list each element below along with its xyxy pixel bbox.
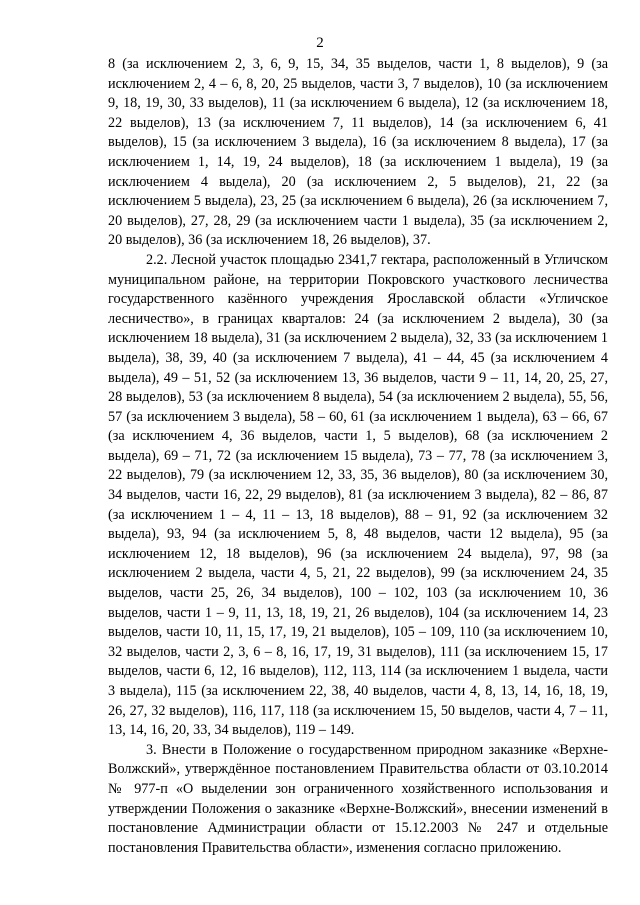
page-number: 2 (316, 35, 324, 51)
paragraph-2-2: 2.2. Лесной участок площадью 2341,7 гектара, расположенный в Угличском муниципальном районе, на территории Покровского участкового лесничества государственного казённого учреждения Ярославской области «Угличское лесничество», в границах кварталов: 24 (за исключением 2 выдела), 30 (за исключением 18 выдела), 31 (за исключением 2 выдела), 32, 33 (за исключением 1 выдела), 38, 39, 40 (за исключением 7 выдела), 41 – 44, 45 (за исключением 4 выдела), 49 – 51, 52 (за исключением 13, 36 выделов, части 9 – 11, 14, 20, 25, 27, 28 выделов), 53 (за исключением 8 выдела), 54 (за исключением 2 выдела), 55, 56, 57 (за исключением 3 выдела), 58 – 60, 61 (за исключением 1 выдела), 63 – 66, 67 (за исключением 4, 36 выделов, части 1, 5 выделов), 68 (за исключением 2 выдела), 69 – 71, 72 (за исключением 15 выдела), 73 – 77, 78 (за исключением 3, 22 выделов), 79 (за исключением 12, 33, 35, 36 выделов), 80 (за исключением 30, 34 выделов, части 16, 22, 29 выделов), 81 (за исключением 3 выдела), 82 – 86, 87 (за исключением 1 – 4, 11 – 13, 18 выделов), 88 – 91, 92 (за исключением 32 выдела), 93, 94 (за исключением 5, 8, 48 выделов, части 12 выдела), 95 (за исключением 12, 18 выделов), 96 (за исключением 24 выдела), 97, 98 (за исключением 2 выдела, части 4, 5, 21, 22 выделов), 99 (за исключением 24, 35 выделов, части 25, 26, 34 выделов), 100 – 102, 103 (за исключением 10, 36 выделов, части 1 – 9, 11, 13, 18, 19, 21, 26 выделов), 104 (за исключением 14, 23 выделов, части 10, 11, 15, 17, 19, 21 выделов), 105 – 109, 110 (за исключением 10, 32 выделов, части 2, 3, 6 – 8, 16, 17, 19, 31 выделов), 111 (за исключением 15, 17 выделов, части 6, 12, 16 выделов), 112, 113, 114 (за исключением 1 выдела, части 3 выдела), 115 (за исключением 22, 38, 40 выделов, части 4, 8, 13, 14, 16, 18, 19, 26, 27, 32 выделов), 116, 117, 118 (за исключением 15, 50 выделов, части 4, 7 – 11, 13, 14, 16, 20, 33, 34 выделов), 119 – 149. (108, 251, 608, 739)
paragraph-continuation: 8 (за исключением 2, 3, 6, 9, 15, 34, 35 выделов, части 1, 8 выделов), 9 (за исключением 2, 4 – 6, 8, 20, 25 выделов, части 3, 7 выделов), 10 (за исключением 9, 18, 19, 30, 33 выделов), 11 (за исключением 6 выдела), 12 (за исключением 18, 22 выделов), 13 (за исключением 7, 11 выделов), 14 (за исключением 6, 41 выделов), 15 (за исключением 3 выдела), 16 (за исключением 8 выдела), 17 (за исключением 1, 14, 19, 24 выделов), 18 (за исключением 1 выдела), 19 (за исключением 4 выдела), 20 (за исключением 2, 5 выделов), 21, 22 (за исключением 5 выдела), 23, 25 (за исключением 6 выдела), 26 (за исключением 7, 20 выделов), 27, 28, 29 (за исключением части 1 выдела), 35 (за исключением 2, 20 выделов), 36 (за исключением 18, 26 выделов), 37. (108, 56, 608, 249)
paragraph-3: 3. Внести в Положение о государственном природном заказнике «Верхне-Волжский», утверждённое постановлением Правительства области от 03.10.2014 № 977-п «О выделении зон ограниченного хозяйственного использования и утверждении Положения о заказнике «Верхне-Волжский», внесении изменений в постановление Администрации области от 15.12.2003 № 247 и отдельные постановления Правительства области», изменения согласно приложению. (108, 741, 608, 856)
document-body (108, 55, 608, 858)
